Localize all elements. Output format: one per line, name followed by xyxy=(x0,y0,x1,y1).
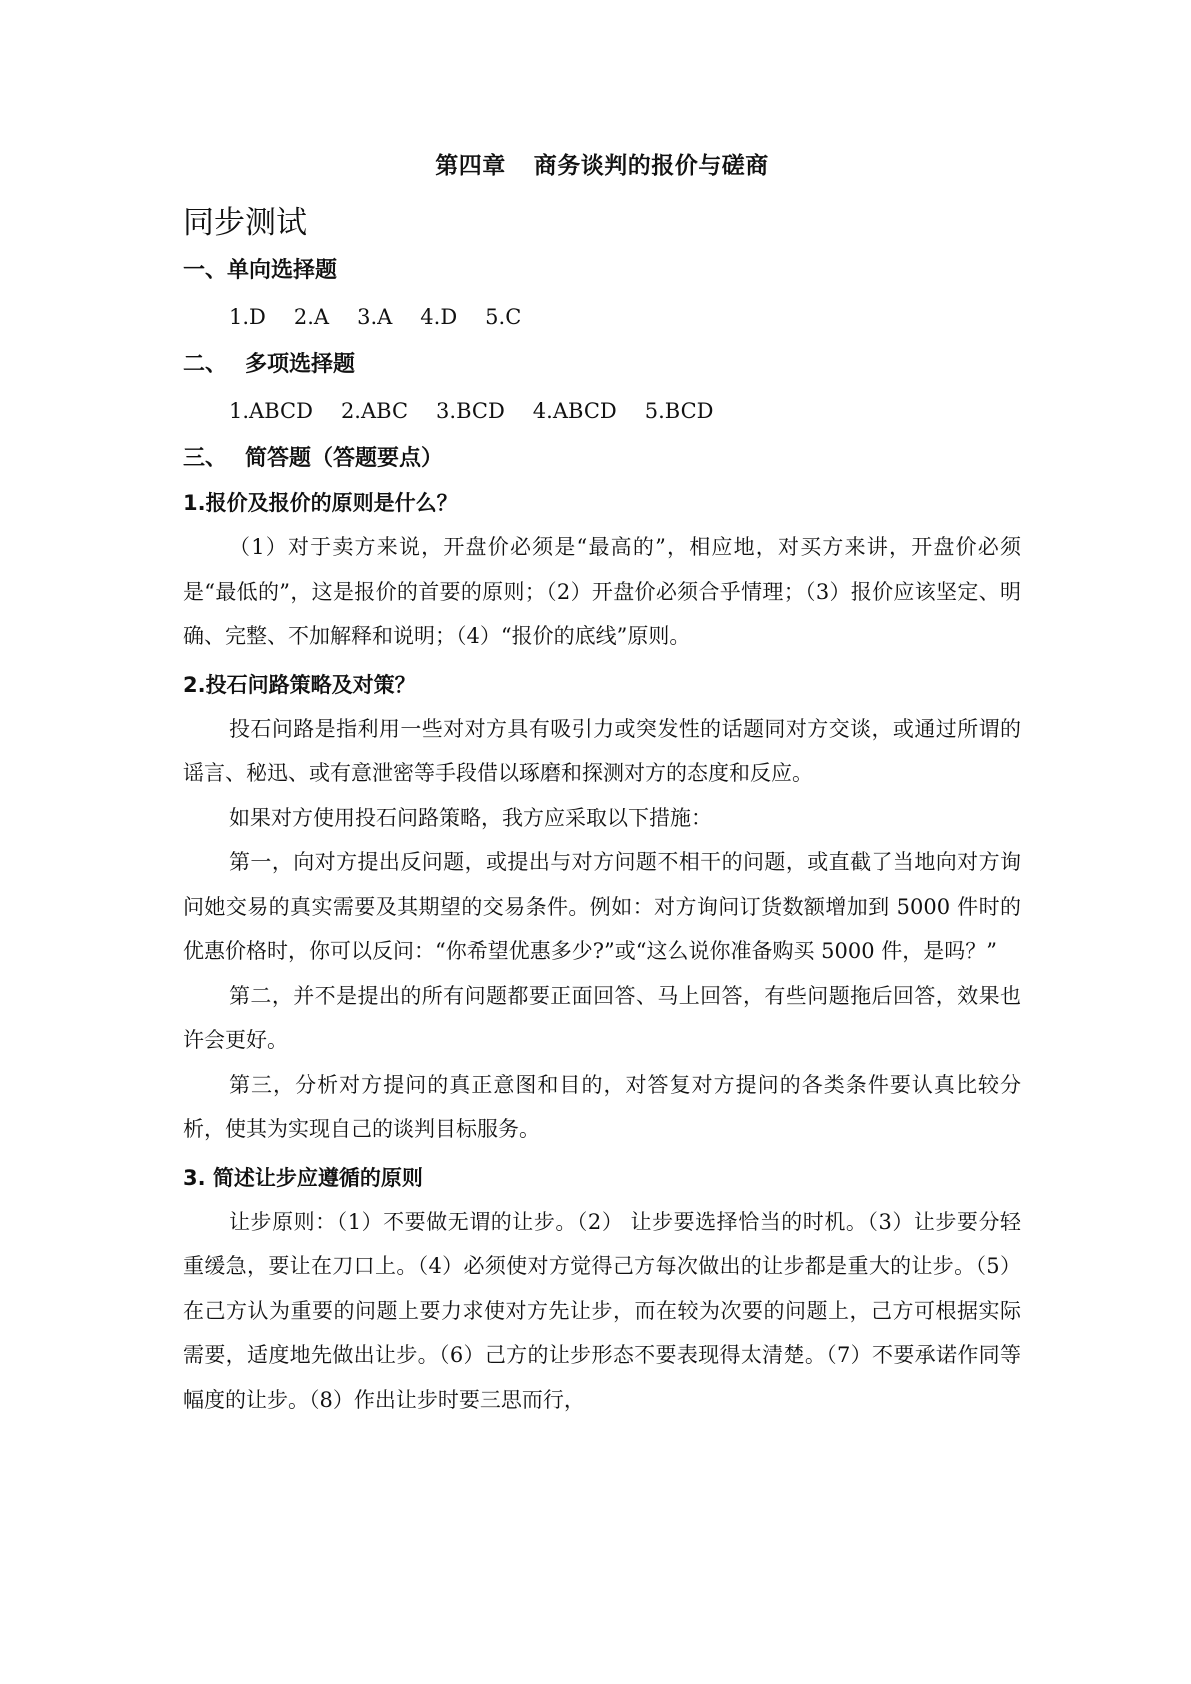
section2-answers xyxy=(183,393,1021,429)
section2-heading xyxy=(183,347,1021,383)
question1-title: 1.报价及报价的原则是什么？ xyxy=(183,491,458,515)
answer-item: 5.C xyxy=(485,305,522,329)
question2-paragraph-4: 第二，并不是提出的所有问题都要正面回答、马上回答，有些问题拖后回答，效果也许会更好。 xyxy=(183,983,1021,1052)
answer-item: 4.D xyxy=(420,305,458,329)
question2-paragraph-1: 投石问路是指利用一些对对方具有吸引力或突发性的话题同对方交谈，或通过所谓的谣言、秘迅、或有意泄密等手段借以琢磨和探测对方的态度和反应。 xyxy=(183,716,1021,785)
answer-item: 5.BCD xyxy=(644,399,714,423)
section1-heading: 一、单向选择题 xyxy=(183,258,338,283)
section3-title: 简答题（答题要点） xyxy=(245,446,444,471)
question3-title: 3. 简述让步应遵循的原则 xyxy=(183,1165,423,1190)
chapter-title xyxy=(183,148,1021,184)
question2-paragraph-5: 第三，分析对方提问的真正意图和目的，对答复对方提问的各类条件要认真比较分析，使其为实现自己的谈判目标服务。 xyxy=(183,1072,1021,1141)
question2-paragraph-3: 第一，向对方提出反问题，或提出与对方问题不相干的问题，或直截了当地向对方询问她交易的真实需要及其期望的交易条件。例如：对方询问订货数额增加到 5000 件时的优惠价格时，你可以反问：“你希望优惠多少?”或“这么说你准备购买 5000 件，是吗？” xyxy=(183,850,1021,963)
chapter-label: 第四章 xyxy=(435,153,506,179)
section2-number: 二、 xyxy=(183,352,228,377)
section1-answers xyxy=(183,299,1021,335)
answer-item: 3.A xyxy=(357,305,393,329)
question2-paragraph-2: 如果对方使用投石问路策略，我方应采取以下措施： xyxy=(229,805,712,830)
answer-item: 3.BCD xyxy=(436,399,505,423)
answer-item: 1.ABCD xyxy=(229,399,313,423)
question2-title: 2.投石问路策略及对策？ xyxy=(183,672,416,697)
sync-test-heading: 同步测试 xyxy=(183,205,307,241)
document-page xyxy=(183,148,1021,1422)
answer-item: 2.A xyxy=(293,305,330,329)
chapter-name: 商务谈判的报价与磋商 xyxy=(533,153,769,179)
answer-item: 4.ABCD xyxy=(532,399,617,423)
section3-number: 三、 xyxy=(183,446,228,471)
answer-item: 1.D xyxy=(229,305,266,329)
answer-item: 2.ABC xyxy=(340,399,409,423)
section2-title: 多项选择题 xyxy=(245,352,356,377)
section3-heading xyxy=(183,441,1021,477)
question3-answer: 让步原则：（1）不要做无谓的让步。（2） 让步要选择恰当的时机。（3）让步要分轻重缓急，要让在刀口上。（4）必须使对方觉得己方每次做出的让步都是重大的让步。（5）在己方认为重要的问题上要力求使对方先让步，而在较为次要的问题上，己方可根据实际需要，适度地先做出让步。（6）己方的让步形态不要表现得太清楚。（7）不要承诺作同等幅度的让步。（8）作出让步时要三思而行， xyxy=(183,1209,1021,1412)
question1-answer: （1）对于卖方来说，开盘价必须是“最高的”，相应地，对买方来讲，开盘价必须是“最低的”，这是报价的首要的原则；（2）开盘价必须合乎情理；（3）报价应该坚定、明确、完整、不加解释和说明；（4）“报价的底线”原则。 xyxy=(183,535,1021,648)
